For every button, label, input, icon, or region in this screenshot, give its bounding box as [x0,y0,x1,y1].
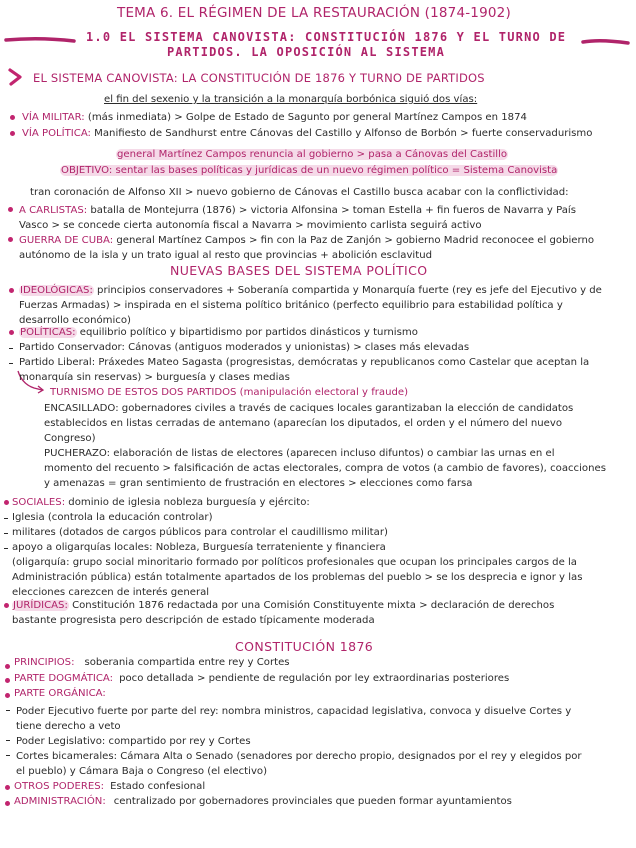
bullet-dot [4,500,9,505]
iglesia-line: Iglesia (controla la educación controlar) [12,512,213,523]
legislativo-line: Poder Legislativo: compartido por rey y Cortes [16,736,251,747]
dash-bullet [9,363,13,364]
bullet-dot [9,330,14,335]
administracion-line: ADMINISTRACIÓN: centralizado por gobernadores provinciales que pueden formar ayuntamientos [14,796,512,807]
pucherazo-line1: PUCHERAZO: elaboración de listas de electores (aparecen incluso difuntos) o cambiar las urnas en el [44,448,555,459]
bullet-dot [5,801,10,806]
dash-bullet [9,348,13,349]
intro-line: el fin del sexenio y la transición a la monarquía borbónica siguió dos vías: [104,94,478,105]
bullet-dot [9,288,14,293]
nuevas-bases-heading: NUEVAS BASES DEL SISTEMA POLÍTICO [170,263,428,278]
partido-conservador: Partido Conservador: Cánovas (antiguos moderados y unionistas) > clases más elevadas [19,342,470,353]
cortes-line2: el pueblo) y Cámara Baja o Congreso (el electivo) [16,766,268,777]
objetivo-line: OBJETIVO: sentar las bases políticas y jurídicas de un nuevo régimen político = Sistema Canovista [61,165,558,176]
via-text: Manifiesto de Sandhurst entre Cánovas del Castillo y Alfonso de Borbón > fuerte conservadurismo [90,128,593,139]
dash-bullet [6,710,10,711]
cuba-line1: GUERRA DE CUBA: general Martínez Campos > fin con la Paz de Zanjón > gobierno Madrid reconocee el gobierno [19,235,595,246]
partido-liberal-line2: monarquía sin reservas) > burguesía y clases medias [19,372,290,383]
oligarquias-line2: (oligarquía: grupo social minoritario formado por políticos profesionales que ocupan los principales cargos de la [12,557,577,568]
carlistas-line2: Vasco > se concede cierta autonomía fiscal a Navarra > movimiento carlista seguirá activo [19,220,482,231]
bullet-dot [10,131,15,136]
campos-line: general Martínez Campos renuncia al gobierno > pasa a Cánovas del Castillo [117,149,508,160]
page-title: TEMA 6. EL RÉGIMEN DE LA RESTAURACIÓN (1874-1902) [117,5,511,21]
juridicas-line2: bastante progresista pero descripción de estado típicamente moderada [12,615,375,626]
dash-bullet [4,548,8,549]
oligarquias-line3: Administración pública) están totalmente apartados de los problemas del pueblo > se los desprecia e ignor y las [12,572,583,583]
bullet-dot [10,115,15,120]
via-politica [22,128,592,140]
cortes-line1: Cortes bicamerales: Cámara Alta o Senado (senadores por derecho propio, designados por el rey y elegidos por [16,751,582,762]
principios-line: PRINCIPIOS: soberania compartida entre rey y Cortes [14,657,290,668]
dash-bullet [4,518,8,519]
bullet-dot [4,603,9,608]
ideologicas-line2: Fuerzas Armadas) > inspirada en el sistema político británico (perfecto equilibrio para estabilidad política y [19,300,563,311]
encasillado-line1: ENCASILLADO: gobernadores civiles a través de caciques locales garantizaban la elección de candidatos [44,403,574,414]
section-heading-line2: PARTIDOS. LA OPOSICIÓN AL SISTEMA [167,45,446,59]
encasillado-line2: establecidos en listas cerradas de antemano (aparecían los diputados, el orden y el número del nuevo [44,418,563,429]
militares-line: militares (dotados de cargos públicos para controlar el caudillismo militar) [12,527,388,538]
organica-line: PARTE ORGÁNICA: [14,688,106,699]
turnismo-heading: TURNISMO DE ESTOS DOS PARTIDOS (manipulación electoral y fraude) [50,387,409,398]
bullet-dot [5,693,10,698]
coronacion-line: tran coronación de Alfonso XII > nuevo gobierno de Cánovas el Castillo busca acabar con la conflictividad: [30,187,569,198]
via-text: (más inmediata) > Golpe de Estado de Sagunto por general Martínez Campos en 1874 [84,112,527,123]
dash-bullet [6,755,10,756]
bullet-dot [8,207,13,212]
right-title-stroke [583,41,628,43]
subheading-canovista: EL SISTEMA CANOVISTA: LA CONSTITUCIÓN DE 1876 Y TURNO DE PARTIDOS [33,71,485,85]
sociales-line: SOCIALES: dominio de iglesia nobleza burguesía y ejército: [12,497,310,508]
section-heading-line1: 1.0 EL SISTEMA CANOVISTA: CONSTITUCIÓN 1876 Y EL TURNO DE [86,30,567,44]
carlistas-line1: A CARLISTAS: batalla de Montejurra (1876) > victoria Alfonsina > toman Estella + fin fueros de Navarra y País [19,205,576,216]
pucherazo-line2: momento del recuento > falsificación de actas electorales, compra de votos (a cambio de favores), coacciones [44,463,606,474]
pucherazo-line3: y amenazas = gran sentimiento de frustración en electores > elecciones como farsa [44,478,473,489]
encasillado-line3: Congreso) [44,433,96,444]
dash-bullet [4,533,8,534]
politicas-line: POLÍTICAS: equilibrio político y bipartidismo por partidos dinásticos y turnismo [20,327,418,338]
chevron-right-icon [10,70,20,84]
ejecutivo-line1: Poder Ejecutivo fuerte por parte del rey: nombra ministros, capacidad legislativa, convoca y disuelve Cortes y [16,706,572,717]
oligarquias-line1: apoyo a oligarquías locales: Nobleza, Burguesía terrateniente y financiera [12,542,386,553]
oligarquias-line4: elecciones carezcen de interés general [12,587,210,598]
bullet-dot [5,678,10,683]
constitucion-heading: CONSTITUCIÓN 1876 [235,639,374,654]
bullet-dot [8,237,13,242]
ideologicas-line1: IDEOLÓGICAS: principios conservadores + Soberanía compartida y Monarquía fuerte (rey es jefe del Ejecutivo y de [20,285,602,296]
via-militar [22,112,527,124]
dash-bullet [6,740,10,741]
ejecutivo-line2: tiene derecho a veto [16,721,121,732]
bullet-dot [5,785,10,790]
left-title-stroke [6,39,74,41]
bullet-dot [5,664,10,669]
via-label: VÍA POLÍTICA: [22,128,91,139]
via-label: VÍA MILITAR: [22,112,85,123]
partido-liberal-line1: Partido Liberal: Práxedes Mateo Sagasta (progresistas, demócratas y republicanos como Castelar que aceptan la [19,357,590,368]
cuba-line2: autónomo de la isla y un trato igual al resto que provincias + abolición esclavitud [19,250,432,261]
ideologicas-line3: desarrollo económico) [19,315,131,326]
juridicas-line1: JURÍDICAS: Constitución 1876 redactada por una Comisión Constituyente mixta > declaración de derechos [13,600,555,611]
dogmatica-line: PARTE DOGMÁTICA: poco detallada > pendiente de regulación por ley extraordinarias posteriores [14,673,510,684]
otros-poderes-line: OTROS PODERES: Estado confesional [14,781,206,792]
